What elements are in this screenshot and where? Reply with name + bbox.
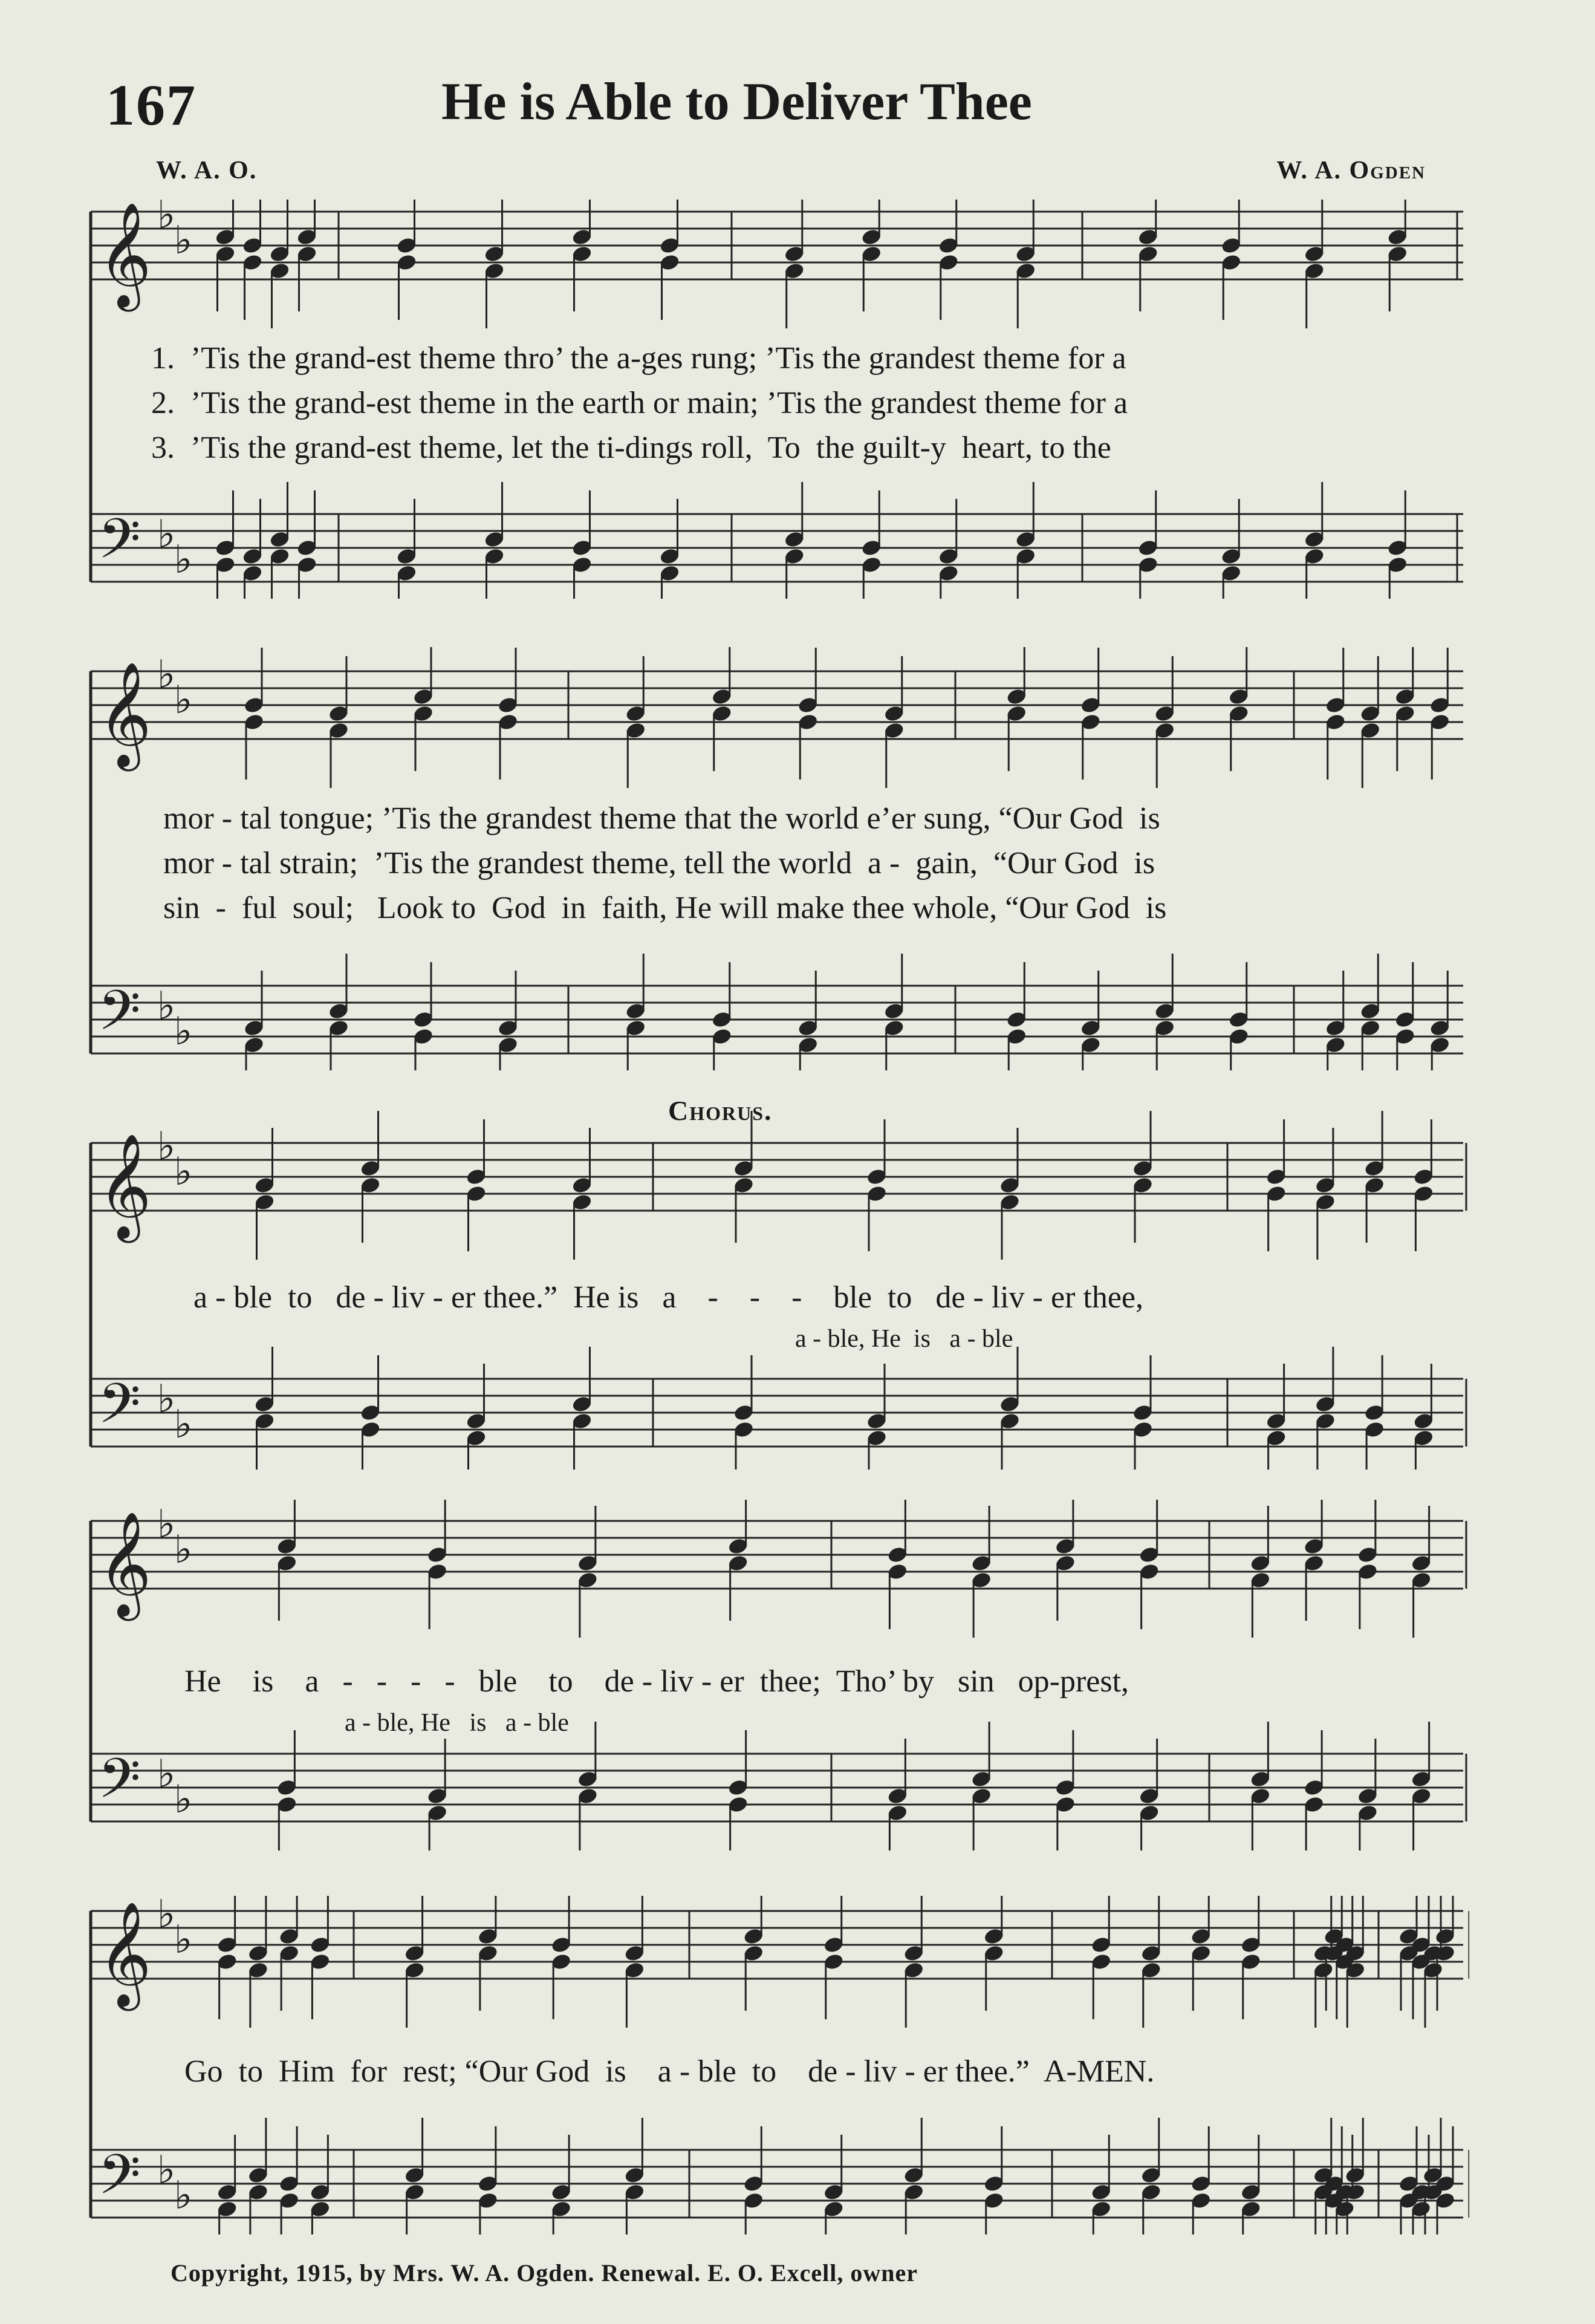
verse-2-line-2: mor - tal strain; ’Tis the grandest theme, tell the world a - gain, “Our God is [163, 846, 1155, 880]
flat-icon: ♭ [157, 1502, 176, 1547]
music-credit: W. A. Ogden [1276, 157, 1426, 184]
bass-clef-icon: 𝄢 [98, 2143, 141, 2220]
music-system-4 [85, 1500, 1469, 1850]
chorus-line-1: a - ble to de - liv - er thee.” He is a - - - ble to de - liv - er thee, [193, 1280, 1143, 1315]
flat-icon: ♭ [174, 677, 193, 723]
flat-icon: ♭ [174, 2173, 193, 2218]
bass-clef-icon: 𝄢 [98, 978, 141, 1056]
flat-icon: ♭ [174, 218, 193, 263]
flat-icon: ♭ [174, 1527, 193, 1572]
bass-clef-icon: 𝄢 [98, 507, 141, 584]
bass-clef-icon: 𝄢 [98, 1372, 141, 1449]
flat-icon: ♭ [157, 1896, 176, 1937]
verse-3-line-2: sin - ful soul; Look to God in faith, He will make thee whole, “Our God is [163, 891, 1167, 925]
hymn-title: He is Able to Deliver Thee [441, 73, 1032, 131]
chorus-line-2: He is a - - - - ble to de - liv - er thee; Tho’ by sin op-prest, [184, 1664, 1129, 1699]
copyright-notice: Copyright, 1915, by Mrs. W. A. Ogden. Renewal. E. O. Excell, owner [171, 2259, 918, 2287]
bass-clef-icon: 𝄢 [98, 1746, 141, 1824]
chorus-line-1-alto: a - ble, He is a - ble [795, 1325, 1013, 1353]
flat-icon: ♭ [157, 652, 176, 697]
flat-icon: ♭ [174, 1009, 193, 1054]
music-system-2 [85, 647, 1469, 1070]
flat-icon: ♭ [174, 1917, 193, 1962]
flat-icon: ♭ [157, 1376, 176, 1422]
verse-3-line-1: 3. ’Tis the grand-est theme, let the ti-dings roll, To the guilt-y heart, to the [151, 431, 1111, 465]
flat-icon: ♭ [174, 1402, 193, 1447]
flat-icon: ♭ [174, 1149, 193, 1194]
words-credit: W. A. O. [156, 157, 258, 184]
verse-2-line-1: 2. ’Tis the grand-est theme in the earth or main; ’Tis the grandest theme for a [151, 386, 1128, 420]
chorus-line-2-alto: a - ble, He is a - ble [345, 1709, 569, 1737]
verse-1-line-1: 1. ’Tis the grand-est theme thro’ the a-ges rung; ’Tis the grandest theme for a [151, 341, 1126, 376]
chorus-line-3: Go to Him for rest; “Our God is a - ble to de - liv - er thee.” A-MEN. [184, 2054, 1155, 2089]
treble-clef-icon: 𝄞 [98, 202, 152, 307]
music-system-3 [85, 1095, 1469, 1470]
treble-clef-icon: 𝄞 [98, 662, 152, 767]
flat-icon: ♭ [157, 2147, 176, 2193]
flat-icon: ♭ [174, 1777, 193, 1822]
music-system-1 [85, 200, 1469, 599]
treble-clef-icon: 𝄞 [98, 1133, 152, 1238]
flat-icon: ♭ [174, 537, 193, 582]
music-system-5 [85, 1896, 1469, 2234]
hymn-number: 167 [106, 73, 197, 137]
flat-icon: ♭ [157, 983, 176, 1029]
flat-icon: ♭ [157, 512, 176, 557]
flat-icon: ♭ [157, 1751, 176, 1797]
flat-icon: ♭ [157, 200, 176, 238]
chorus-label: Chorus. [668, 1095, 773, 1126]
treble-clef-icon: 𝄞 [98, 1511, 152, 1616]
verse-1-line-2: mor - tal tongue; ’Tis the grandest theme that the world e’er sung, “Our God is [163, 801, 1160, 836]
treble-clef-icon: 𝄞 [98, 1901, 152, 2007]
flat-icon: ♭ [157, 1124, 176, 1169]
